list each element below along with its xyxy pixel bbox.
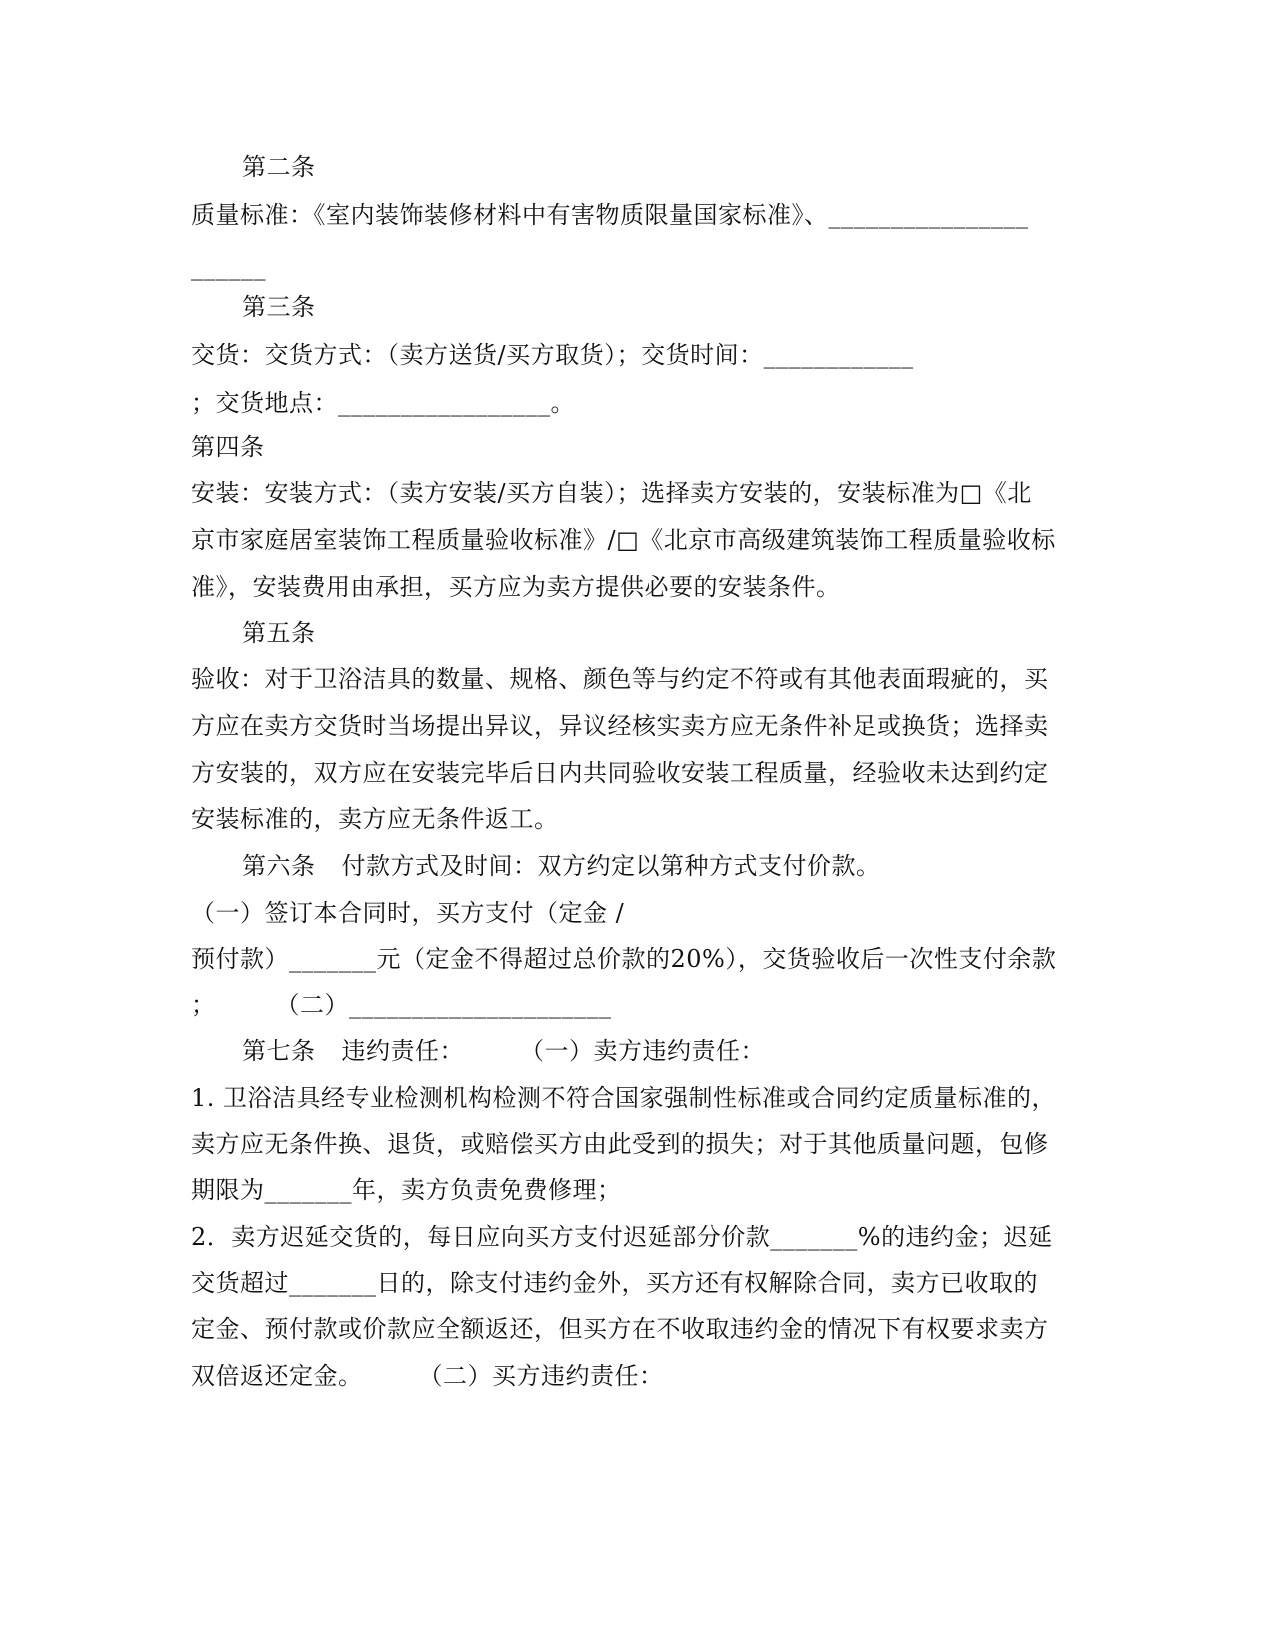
article-6-heading: 第六条 xyxy=(242,852,316,880)
article-7-line-7 xyxy=(191,1361,664,1391)
article-5-line-1: 验收：对于卫浴洁具的数量、规格、颜色等与约定不符或有其他表面瑕疵的，买 xyxy=(191,665,1049,693)
article-7-line-3: 期限为_______年，卖方负责免费修理； xyxy=(191,1176,622,1204)
article-7-line-4: 2．卖方迟延交货的，每日应向买方支付迟延部分价款_______%的违约金；迟延 xyxy=(191,1223,1053,1251)
article-2-heading: 第二条 xyxy=(242,153,316,181)
article-5-heading: 第五条 xyxy=(242,619,316,647)
article-7-line-5: 交货超过_______日的，除支付违约金外，买方还有权解除合同，卖方已收取的 xyxy=(191,1269,1038,1297)
article-5-line-2: 方应在卖方交货时当场提出异议，异议经核实卖方应无条件补足或换货；选择卖 xyxy=(191,712,1049,740)
article-4-line-1: 安装：安装方式：（卖方安装/买方自装）；选择卖方安装的，安装标准为□《北 xyxy=(191,479,1032,507)
article-5-line-4: 安装标准的，卖方应无条件返工。 xyxy=(191,805,559,833)
article-2-line-2: ______ xyxy=(191,253,266,281)
article-6-line-0 xyxy=(242,851,881,881)
article-6-line-3 xyxy=(191,990,612,1020)
article-6-option-2: （二）_____________________ xyxy=(275,991,612,1019)
article-6-line-2: 预付款）_______元（定金不得超过总价款的20%），交货验收后一次性支付余款 xyxy=(191,945,1057,973)
article-7-seller-liability: （一）卖方违约责任： xyxy=(520,1037,765,1065)
article-4-line-3: 准》，安装费用由承担，买方应为卖方提供必要的安装条件。 xyxy=(191,573,841,601)
article-3-line-2: ；交货地点：_________________。 xyxy=(191,389,575,417)
article-7-line-7-text: 双倍返还定金。 xyxy=(191,1362,363,1390)
article-6-line-3-semicolon: ； xyxy=(191,991,216,1019)
article-3-line-1: 交货：交货方式：（卖方送货/买方取货）；交货时间：____________ xyxy=(191,341,914,369)
article-7-buyer-liability: （二）买方违约责任： xyxy=(418,1362,664,1390)
article-5-line-3: 方安装的，双方应在安装完毕后日内共同验收安装工程质量，经验收未达到约定 xyxy=(191,759,1049,787)
article-7-line-1: 1. 卫浴洁具经专业检测机构检测不符合国家强制性标准或合同约定质量标准的， xyxy=(191,1084,1057,1112)
article-6-title: 付款方式及时间：双方约定以第种方式支付价款。 xyxy=(341,852,881,880)
article-4-heading: 第四条 xyxy=(191,433,265,461)
article-6-line-1: （一）签订本合同时，买方支付（定金 / xyxy=(191,899,625,927)
article-7-title: 违约责任： xyxy=(341,1037,464,1065)
article-2-line-1: 质量标准：《室内装饰装修材料中有害物质限量国家标准》、________________ xyxy=(191,201,1029,229)
article-3-heading: 第三条 xyxy=(242,293,316,321)
article-7-line-2: 卖方应无条件换、退货，或赔偿买方由此受到的损失；对于其他质量问题，包修 xyxy=(191,1130,1049,1158)
article-7-heading: 第七条 xyxy=(242,1037,316,1065)
article-7-line-0 xyxy=(242,1036,765,1066)
article-7-line-6: 定金、预付款或价款应全额返还，但买方在不收取违约金的情况下有权要求卖方 xyxy=(191,1315,1049,1343)
article-4-line-2: 京市家庭居室装饰工程质量验收标准》/□《北京市高级建筑装饰工程质量验收标 xyxy=(191,526,1056,554)
